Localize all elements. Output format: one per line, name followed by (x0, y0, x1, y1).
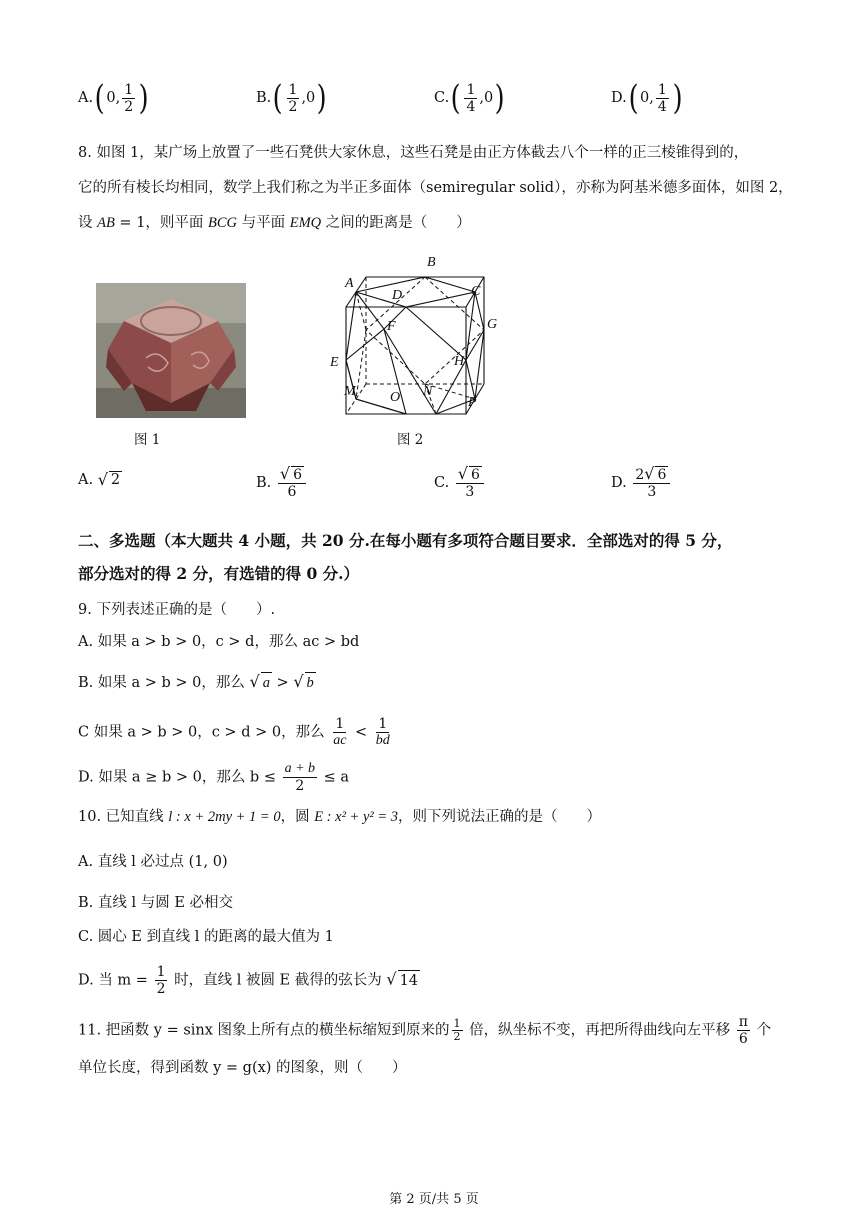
math-emq: EMQ (289, 215, 322, 231)
text: D. 如果 a ≥ b > 0，那么 b ≤ (78, 769, 281, 786)
label-n: N (423, 384, 433, 399)
denominator: 4 (466, 98, 476, 115)
label-d: D (392, 288, 403, 303)
option-label: C. (434, 90, 450, 106)
denominator: 2 (288, 98, 298, 115)
denominator: bd (375, 733, 390, 748)
q9-stem: 9. 下列表述正确的是（ ）. (78, 602, 276, 618)
option-value: ,0 (301, 90, 316, 106)
fraction (331, 716, 348, 749)
label-g: G (487, 317, 498, 332)
q11-stem-line-1 (78, 1014, 771, 1047)
text: C 如果 a > b > 0，c > d > 0，那么 (78, 724, 330, 741)
q10-option-b: B. 直线 l 与圆 E 必相交 (78, 895, 234, 911)
q8-option-b (256, 466, 308, 500)
fraction (656, 82, 669, 115)
q9-option-b (78, 672, 316, 693)
figure-2-caption: 图 2 (397, 432, 424, 448)
radical-sign: √ (386, 969, 397, 989)
numerator: 1 (124, 81, 134, 98)
text: 时，直线 l 被圆 E 截得的弦长为 (169, 972, 387, 989)
numerator (456, 466, 484, 484)
label-b: B (427, 255, 436, 270)
right-paren: ) (316, 78, 327, 118)
fraction (155, 964, 168, 997)
numerator: 1 (453, 1017, 461, 1030)
fraction (737, 1014, 750, 1047)
section-heading-line-2: 部分选对的得 2 分，有选错的得 0 分.） (78, 564, 360, 583)
numerator: a + b (284, 761, 316, 776)
left-paren: ( (628, 78, 639, 118)
label-p: P (468, 395, 477, 410)
label-o: O (390, 390, 401, 405)
q7-option-d (611, 78, 684, 118)
text: B. 如果 a > b > 0，那么 (78, 675, 250, 691)
fraction (278, 466, 306, 500)
text: 与平面 (237, 215, 290, 231)
text: 11. 把函数 y = sinx 图象上所有点的横坐标缩短到原来的 (78, 1022, 450, 1039)
radicand: 14 (398, 970, 420, 991)
math-ab: AB (97, 215, 115, 231)
math-bcg: BCG (208, 215, 238, 231)
numerator: 1 (335, 716, 345, 732)
numerator: 1 (288, 81, 298, 98)
text: > (271, 675, 294, 691)
radical-sign: √ (249, 672, 260, 691)
text: D. 当 m = (78, 972, 153, 989)
text: ，则下列说法正确的是（ ） (398, 809, 602, 825)
fraction (287, 82, 300, 115)
fraction (456, 466, 484, 500)
text: < (350, 724, 372, 741)
fraction (633, 466, 670, 500)
label-a: A (345, 276, 354, 291)
left-paren: ( (450, 78, 461, 118)
q7-option-a (78, 78, 150, 118)
math-circle-equation: E : x² + y² = 3 (314, 809, 399, 825)
numerator: 1 (466, 81, 476, 98)
radicand: 2 (110, 472, 121, 488)
right-paren: ) (138, 78, 149, 118)
q10-stem (78, 807, 601, 827)
text: = 1，则平面 (114, 215, 209, 231)
denominator: 6 (738, 1031, 748, 1047)
diagram-labels (326, 252, 506, 422)
q8-stem-line-3 (78, 213, 471, 233)
numerator: 1 (657, 81, 667, 98)
denominator: 2 (453, 1030, 461, 1043)
option-label: D. (611, 90, 627, 106)
radical-sign: √ (293, 672, 304, 691)
q9-option-d (78, 761, 349, 794)
text: ≤ a (319, 769, 350, 786)
option-value: 0, (106, 90, 121, 106)
figure-1-caption: 图 1 (134, 432, 161, 448)
q8-stem-line-1: 8. 如图 1，某广场上放置了一些石凳供大家休息，这些石凳是由正方体截去八个一样的正三棱锥得到的， (78, 145, 749, 161)
denominator: 2 (124, 98, 134, 115)
option-value: ,0 (479, 90, 494, 106)
label-f: F (387, 319, 396, 334)
numerator: 1 (378, 716, 388, 732)
radical-sign: √ (457, 464, 468, 483)
text: 倍，纵坐标不变，再把所得曲线向左平移 (464, 1022, 735, 1039)
page-footer: 第 2 页/共 5 页 (389, 1192, 479, 1207)
denominator: 3 (647, 484, 657, 500)
fraction (283, 761, 317, 794)
q7-option-c (434, 78, 506, 118)
q8-stem-line-2: 它的所有棱长均相同，数学上我们称之为半正多面体（semiregular solid），亦称为阿基米德多面体，如图 2， (78, 180, 793, 196)
option-label: D. (611, 475, 627, 491)
label-e: E (330, 355, 339, 370)
q10-option-a: A. 直线 l 必过点 (1, 0) (78, 854, 228, 870)
coefficient: 2 (635, 467, 645, 483)
label-h: H (454, 354, 465, 369)
q8-option-d (611, 466, 672, 500)
denominator: 6 (287, 484, 297, 500)
denominator: 3 (465, 484, 475, 500)
denominator: 2 (156, 981, 166, 997)
section-heading-line-1: 二、多选题（本大题共 4 小题，共 20 分.在每小题有多项符合题目要求．全部选对的得 5 分， (78, 531, 733, 550)
option-label: B. (256, 475, 272, 491)
radicand: 6 (471, 467, 480, 483)
math-line-equation: l : x + 2my + 1 = 0 (168, 809, 281, 825)
text: 10. 已知直线 (78, 809, 169, 825)
denominator: 2 (295, 778, 305, 794)
right-paren: ) (494, 78, 505, 118)
label-m: M (344, 384, 356, 399)
q9-option-a: A. 如果 a > b > 0，c > d，那么 ac > bd (78, 634, 360, 650)
radicand: a (261, 672, 272, 693)
option-label: C. (434, 475, 450, 491)
denominator: ac (333, 733, 347, 748)
option-value: 0, (639, 90, 654, 106)
radicand: 6 (657, 467, 667, 483)
radical-sign: √ (97, 470, 108, 489)
numerator: π (738, 1014, 748, 1030)
text: ，圆 (280, 809, 315, 825)
q7-option-b (256, 78, 329, 118)
text: 个 (751, 1022, 772, 1039)
left-paren: ( (94, 78, 105, 118)
q8-option-a (78, 470, 122, 489)
option-label: A. (78, 90, 94, 106)
right-paren: ) (672, 78, 683, 118)
label-c: C (471, 284, 481, 299)
q9-option-c (78, 716, 394, 749)
radicand: 6 (293, 467, 302, 483)
stone-stool-photo (96, 283, 246, 418)
fraction (464, 82, 477, 115)
numerator: 1 (156, 964, 166, 980)
radical-sign: √ (279, 464, 291, 483)
option-label: B. (256, 90, 272, 106)
fraction (374, 716, 392, 749)
q10-option-d (78, 964, 420, 997)
option-label: A. (78, 471, 94, 488)
radical-sign: √ (644, 464, 655, 483)
fraction (122, 82, 135, 115)
radicand: b (305, 672, 316, 693)
q10-option-c: C. 圆心 E 到直线 l 的距离的最大值为 1 (78, 929, 334, 945)
denominator: 4 (657, 98, 667, 115)
q11-stem-line-2: 单位长度，得到函数 y = g(x) 的图象，则（ ） (78, 1060, 407, 1076)
text: 之间的距离是（ ） (321, 215, 471, 231)
text: 设 (78, 215, 98, 231)
fraction (452, 1018, 463, 1043)
left-paren: ( (272, 78, 283, 118)
q8-option-c (434, 466, 486, 500)
numerator (278, 466, 306, 484)
numerator (633, 466, 670, 484)
